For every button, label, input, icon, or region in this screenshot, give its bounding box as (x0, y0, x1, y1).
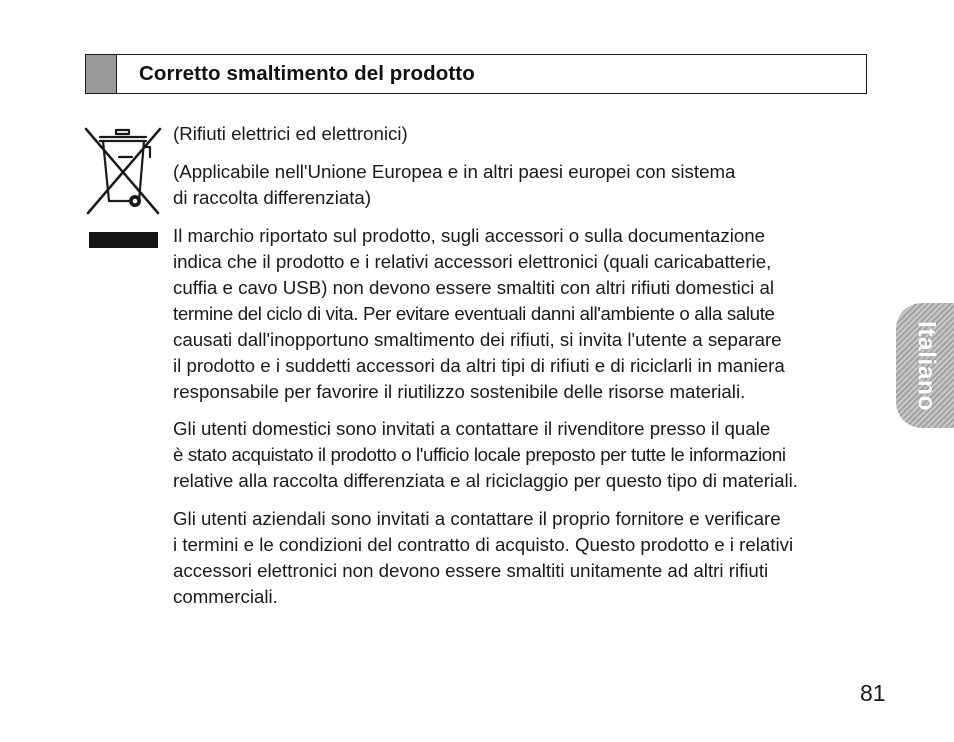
paragraph-line: i termini e le condizioni del contratto di acquisto. Questo prodotto e i relativi (173, 534, 794, 555)
paragraph-line: relative alla raccolta differenziata e al riciclaggio per questo tipo di materiali. (173, 470, 798, 491)
paragraph-household-users (173, 416, 873, 494)
section-header-marker (86, 55, 117, 93)
paragraph-business-users (173, 506, 873, 610)
paragraph-line: indica che il prodotto e i relativi accessori elettronici (quali caricabatterie, (173, 251, 772, 272)
paragraph-line: responsabile per favorire il riutilizzo sostenibile delle risorse materiali. (173, 381, 746, 402)
weee-line: (Applicabile nell'Unione Europea e in altri paesi europei con sistema (173, 161, 736, 182)
weee-applicability (173, 159, 873, 211)
paragraph-line: causati dall'inopportuno smaltimento dei rifiuti, si invita l'utente a separare (173, 329, 782, 350)
paragraph-line: accessori elettronici non devono essere smaltiti unitamente ad altri rifiuti (173, 560, 769, 581)
weee-line: di raccolta differenziata) (173, 187, 372, 208)
section-header (85, 54, 867, 94)
language-tab-label: Italiano (912, 320, 941, 411)
crossed-out-wheelie-bin-icon (84, 127, 162, 215)
paragraph-line: è stato acquistato il prodotto o l'ufficio locale preposto per tutte le informazioni (173, 444, 786, 465)
paragraph-line: Gli utenti aziendali sono invitati a contattare il proprio fornitore e verificare (173, 508, 781, 529)
paragraph-line: Gli utenti domestici sono invitati a contattare il rivenditore presso il quale (173, 418, 771, 439)
weee-separate-collection-bar (89, 232, 158, 248)
paragraph-line: cuffia e cavo USB) non devono essere smaltiti con altri rifiuti domestici al (173, 277, 775, 298)
page-number: 81 (860, 680, 886, 706)
paragraph-line: termine del ciclo di vita. Per evitare eventuali danni all'ambiente o alla salute (173, 303, 775, 324)
paragraph-line: commerciali. (173, 586, 278, 607)
weee-heading (173, 121, 873, 147)
section-title: Corretto smaltimento del prodotto (139, 62, 475, 85)
paragraph-line: il prodotto e i suddetti accessori da altri tipi di rifiuti e di riciclarli in maniera (173, 355, 785, 376)
weee-line: (Rifiuti elettrici ed elettronici) (173, 123, 408, 144)
paragraph-marking (173, 223, 873, 405)
language-tab (896, 303, 954, 428)
paragraph-line: Il marchio riportato sul prodotto, sugli accessori o sulla documentazione (173, 225, 766, 246)
